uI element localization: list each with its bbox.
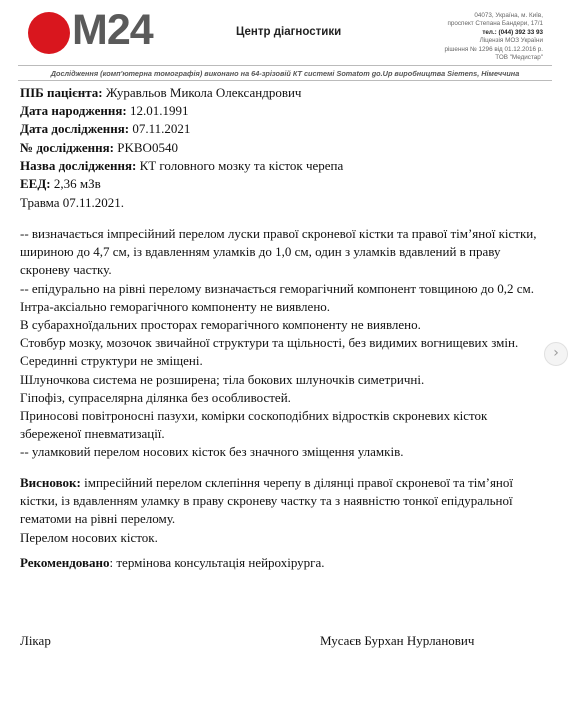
- finding-item: -- визначається імпресійний перелом луски правої скроневої кістки та правої тім’яної кістки, шириною до 4,7 см, із вдавленням уламків до 1,0 см, один з уламків вдавлений в праву скроневу частку.: [20, 226, 537, 278]
- license-line: Ліцензія МОЗ України: [479, 37, 543, 45]
- conclusion-block: [20, 474, 545, 547]
- recommendation-label: Рекомендовано: [20, 555, 110, 570]
- finding-item: -- уламковий перелом носових кісток без значного зміщення уламків.: [20, 444, 404, 460]
- study-date-value: 07.11.2021: [129, 121, 191, 137]
- finding-item: -- епідурально на рівні перелому визначається геморагічний компонент товщиною до 0,2 см.: [20, 280, 534, 296]
- conclusion-text: імпресійний перелом склепіння черепу в ділянці правої скроневої та тім’яної кістки, із вдавленням уламку в праву скроневу частку та з наявністю тонкої епідуральної гематоми на рівні перелому.: [20, 475, 513, 527]
- logo-text: M24: [72, 6, 153, 54]
- license-decision-line: рішення № 1296 від 01.12.2016 р.: [444, 45, 543, 53]
- logo-red-circle: [28, 12, 70, 54]
- patient-name-label: ПІБ пацієнта:: [20, 85, 103, 100]
- equipment-note: Дослідження (комп'ютерна томографія) виконано на 64-зрізовій КТ системі Somatom go.Up виробництва Siemens, Німеччина: [50, 69, 520, 78]
- study-name-label: Назва дослідження:: [20, 157, 137, 173]
- finding-item: Гіпофіз, супраселярна ділянка без особливостей.: [20, 389, 291, 405]
- dob-row: [20, 102, 552, 120]
- doctor-name: Мусаєв Бурхан Нурланович: [320, 633, 475, 648]
- header-divider-bottom: [18, 80, 552, 81]
- chevron-right-icon: ›: [553, 345, 559, 361]
- patient-info: [20, 84, 552, 193]
- eed-row: [20, 175, 552, 193]
- phone-line: тел.: (044) 392 33 93: [482, 28, 543, 36]
- dob-label: Дата народження:: [20, 103, 127, 119]
- header-divider: [18, 65, 552, 66]
- conclusion-nasal: Перелом носових кісток.: [20, 529, 158, 545]
- finding-item: Шлуночкова система не розширена; тіла бокових шлуночків симетричні.: [20, 371, 425, 387]
- study-number-value: PKBO0540: [114, 139, 178, 155]
- m24-logo: [28, 6, 168, 56]
- finding-item: Серединні структури не зміщені.: [20, 353, 203, 369]
- patient-name-value: Журавльов Микола Олександрович: [102, 85, 302, 100]
- finding-item: Інтра-аксіально геморагічного компоненту не виявлено.: [20, 298, 331, 314]
- trauma-line: Травма 07.11.2021.: [20, 195, 125, 210]
- conclusion-label: Висновок:: [20, 475, 81, 490]
- address-line: 04073, Україна, м. Київ,: [474, 12, 543, 19]
- finding-item: Стовбур мозку, мозочок звичайної структури та щільності, без видимих вогнищевих змін.: [20, 335, 519, 351]
- study-date-row: [20, 120, 552, 138]
- study-name-value: КТ головного мозку та кісток черепа: [136, 157, 344, 173]
- recommendation-text: : термінова консультація нейрохірурга.: [109, 555, 325, 570]
- finding-item: Приносові повітроносні пазухи, комірки соскоподібних відростків скроневих кісток збереженої пневматизації.: [20, 408, 488, 442]
- study-date-label: Дата дослідження:: [20, 121, 130, 137]
- study-number-row: [20, 139, 552, 157]
- signature-row: [20, 632, 552, 650]
- study-name-row: [20, 157, 552, 175]
- conclusion-paragraph: [20, 474, 545, 529]
- dob-value: 12.01.1991: [126, 103, 189, 119]
- recommendation-line: [20, 554, 552, 572]
- finding-item: В субарахноїдальних просторах геморагічного компоненту не виявлено.: [20, 317, 421, 333]
- doctor-role: Лікар: [20, 633, 51, 648]
- eed-label: ЕЕД:: [20, 176, 51, 192]
- company-line: ТОВ "Медистар": [495, 54, 543, 62]
- carousel-next-button[interactable]: [544, 342, 568, 366]
- patient-name-row: [20, 84, 552, 102]
- study-number-label: № дослідження:: [20, 139, 115, 155]
- clinic-title: Центр діагностики: [236, 26, 342, 38]
- address-line: проспект Степана Бандери, 17/1: [447, 20, 543, 28]
- clinic-address: [444, 12, 543, 62]
- findings-block: [20, 225, 545, 462]
- eed-value: 2,36 мЗв: [50, 176, 101, 192]
